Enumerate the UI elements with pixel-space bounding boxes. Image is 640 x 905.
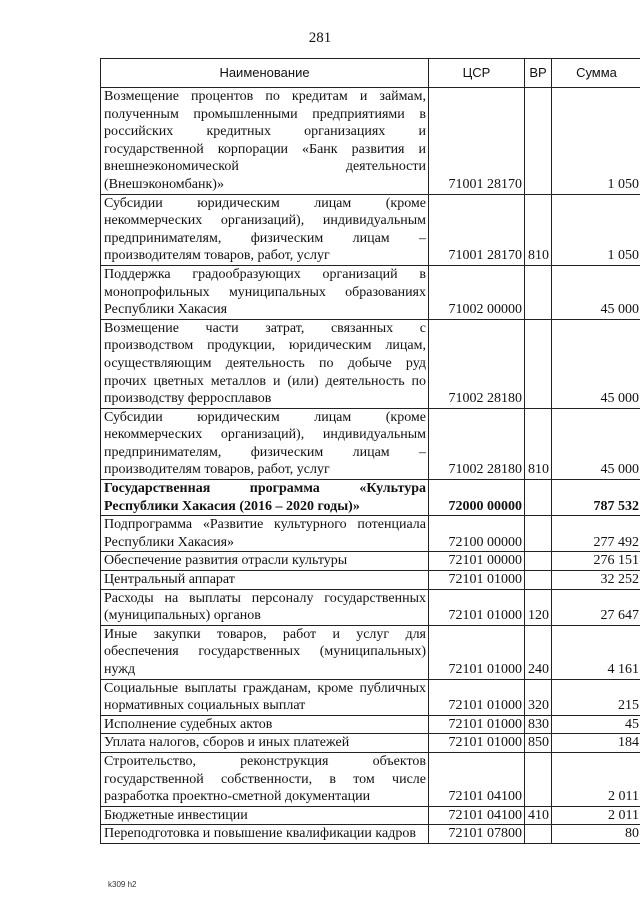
row-vr [525, 571, 552, 590]
row-sum: 45 [552, 715, 640, 734]
table-row [101, 806, 640, 825]
row-sum: 32 252 [552, 571, 640, 590]
row-vr [525, 552, 552, 571]
row-sum: 4 161 [552, 625, 640, 679]
row-csr: 72101 04100 [429, 806, 525, 825]
row-sum: 2 011 [552, 806, 640, 825]
row-name: Иные закупки товаров, работ и услуг для обеспечения государственных (муниципальных) нужд [101, 625, 429, 679]
row-csr: 72101 01000 [429, 625, 525, 679]
row-vr [525, 265, 552, 319]
row-csr: 72101 04100 [429, 752, 525, 806]
row-name: Обеспечение развития отрасли культуры [101, 552, 429, 571]
table-row [101, 825, 640, 844]
row-vr: 120 [525, 589, 552, 625]
row-name: Переподготовка и повышение квалификации кадров [101, 825, 429, 844]
row-sum: 276 151 [552, 552, 640, 571]
row-name: Государственная программа «Культура Республики Хакасия (2016 – 2020 годы)» [101, 480, 429, 516]
row-sum: 45 000 [552, 408, 640, 479]
row-sum: 1 050 [552, 194, 640, 265]
row-vr [525, 516, 552, 552]
row-vr [525, 752, 552, 806]
row-name: Возмещение процентов по кредитам и займам, полученным промышленными предприятиями в российских кредитных организациях и государственной корпорации «Банк развития и внешнеэкономической деятельности (Внешэкономбанк)» [101, 88, 429, 195]
row-sum: 215 [552, 679, 640, 715]
row-sum: 27 647 [552, 589, 640, 625]
table-row [101, 552, 640, 571]
row-csr: 72100 00000 [429, 516, 525, 552]
row-csr: 71002 28180 [429, 319, 525, 408]
table-row [101, 194, 640, 265]
row-csr: 72101 01000 [429, 571, 525, 590]
row-csr: 72000 00000 [429, 480, 525, 516]
row-csr: 72101 01000 [429, 734, 525, 753]
row-vr: 850 [525, 734, 552, 753]
row-sum: 277 492 [552, 516, 640, 552]
row-csr: 71001 28170 [429, 88, 525, 195]
row-csr: 71002 00000 [429, 265, 525, 319]
row-sum: 1 050 [552, 88, 640, 195]
row-sum: 45 000 [552, 319, 640, 408]
row-vr: 810 [525, 194, 552, 265]
row-name: Строительство, реконструкция объектов государственной собственности, в том числе разработка проектно-сметной документации [101, 752, 429, 806]
row-name: Поддержка градообразующих организаций в монопрофильных муниципальных образованиях Республики Хакасия [101, 265, 429, 319]
row-vr: 320 [525, 679, 552, 715]
row-csr: 71002 28180 [429, 408, 525, 479]
row-vr [525, 88, 552, 195]
header-name: Наименование [101, 59, 429, 88]
row-vr: 810 [525, 408, 552, 479]
row-name: Социальные выплаты гражданам, кроме публичных нормативных социальных выплат [101, 679, 429, 715]
row-sum: 2 011 [552, 752, 640, 806]
row-vr: 240 [525, 625, 552, 679]
row-csr: 71001 28170 [429, 194, 525, 265]
row-sum: 787 532 [552, 480, 640, 516]
table-row [101, 319, 640, 408]
header-vr: ВР [525, 59, 552, 88]
footer-code: k309 h2 [108, 880, 137, 889]
row-sum: 45 000 [552, 265, 640, 319]
table-row [101, 88, 640, 195]
table-row [101, 679, 640, 715]
row-sum: 80 [552, 825, 640, 844]
table-row [101, 408, 640, 479]
row-csr: 72101 01000 [429, 715, 525, 734]
row-vr [525, 825, 552, 844]
header-sum: Сумма [552, 59, 640, 88]
header-csr: ЦСР [429, 59, 525, 88]
row-vr [525, 319, 552, 408]
row-name: Субсидии юридическим лицам (кроме некоммерческих организаций), индивидуальным предпринимателям, физическим лицам – производителям товаров, работ, услуг [101, 194, 429, 265]
table-row [101, 265, 640, 319]
table-row [101, 589, 640, 625]
page-number: 281 [308, 30, 332, 46]
row-vr [525, 480, 552, 516]
table-row [101, 480, 640, 516]
row-name: Возмещение части затрат, связанных с производством продукции, юридическим лицам, осуществляющим деятельность по добыче руд прочих цветных металлов и (или) деятельность по производству ферросплавов [101, 319, 429, 408]
table-row [101, 734, 640, 753]
row-name: Уплата налогов, сборов и иных платежей [101, 734, 429, 753]
row-vr: 410 [525, 806, 552, 825]
table-row [101, 752, 640, 806]
row-csr: 72101 07800 [429, 825, 525, 844]
row-name: Исполнение судебных актов [101, 715, 429, 734]
row-name: Центральный аппарат [101, 571, 429, 590]
table-row [101, 715, 640, 734]
table-header-row [101, 59, 640, 88]
row-csr: 72101 01000 [429, 679, 525, 715]
row-name: Расходы на выплаты персоналу государственных (муниципальных) органов [101, 589, 429, 625]
row-csr: 72101 00000 [429, 552, 525, 571]
table-row [101, 516, 640, 552]
row-name: Подпрограмма «Развитие культурного потенциала Республики Хакасия» [101, 516, 429, 552]
table-row [101, 571, 640, 590]
row-name: Бюджетные инвестиции [101, 806, 429, 825]
row-sum: 184 [552, 734, 640, 753]
row-vr: 830 [525, 715, 552, 734]
budget-table [100, 58, 640, 844]
row-name: Субсидии юридическим лицам (кроме некоммерческих организаций), индивидуальным предпринимателям, физическим лицам – производителям товаров, работ, услуг [101, 408, 429, 479]
row-csr: 72101 01000 [429, 589, 525, 625]
table-row [101, 625, 640, 679]
